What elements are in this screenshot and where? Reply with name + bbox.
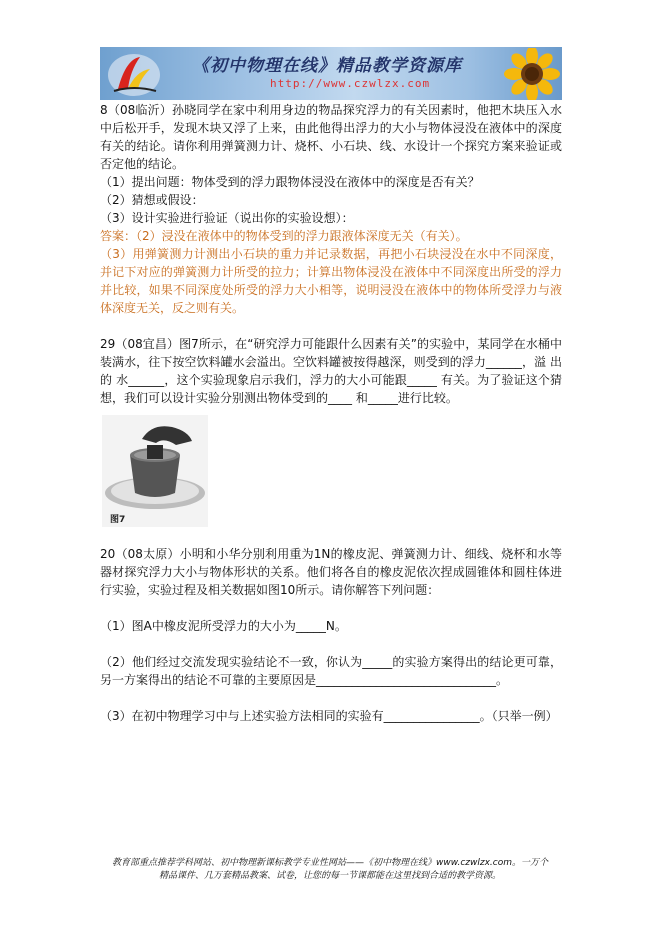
- q29-text: 29（08宜昌）图7所示，在“研究浮力可能跟什么因素有关”的实验中，某同学在水桶中装满水，往下按空饮料罐水会溢出。空饮料罐被按得越深，则受到的浮力______，溢 出 的 水______，这个实验现象启示我们，浮力的大小可能跟_____ 有关。为了验证这个猜想，我们可以设计实验分别测出物体受到的____ 和_____进行比较。: [100, 337, 562, 405]
- q20-question1: （1）图A中橡皮泥所受浮力的大小为_____N。: [100, 619, 347, 633]
- q8-step1: （1）提出问题：物体受到的浮力跟物体浸没在液体中的深度是否有关？: [100, 175, 480, 189]
- figure-7-photo: [102, 415, 208, 527]
- q8-step3: （3）设计实验进行验证（说出你的实验设想）：: [100, 211, 354, 225]
- q8-answer1: 答案：（2）浸没在液体中的物体受到的浮力跟液体深度无关（有关）。: [100, 229, 468, 243]
- q8-step2: （2）猜想或假设：: [100, 193, 204, 207]
- site-banner: [100, 47, 562, 100]
- page-footer: [90, 857, 570, 883]
- site-logo-icon: [104, 49, 164, 99]
- figure-7-label: 图7: [110, 515, 126, 525]
- q8-intro: 8（08临沂）孙晓同学在家中利用身边的物品探究浮力的有关因素时，他把木块压入水中后松开手，发现木块又浮了上来，由此他得出浮力的大小与物体浸没在液体中的深度有关的结论。请你利用弹簧测力计、烧杯、小石块、线、水设计一个探究方案来验证或否定他的结论。: [100, 103, 562, 171]
- footer-line1: 教育部重点推荐学科网站、初中物理新课标教学专业性网站——《初中物理在线》www.czwlzx.com。一万个: [111, 858, 549, 868]
- q8-answer2: （3）用弹簧测力计测出小石块的重力并记录数据，再把小石块浸没在水中不同深度，并记下对应的弹簧测力计所受的拉力；计算出物体浸没在液体中不同深度出所受的浮力并比较，如果不同深度处所受的浮力大小相等，说明浸没在液体中的物体所受浮力与液体深度无关，反之则有关。: [100, 247, 562, 315]
- sunflower-icon: [490, 48, 560, 100]
- banner-title: 《初中物理在线》精品教学资源库: [192, 56, 462, 76]
- q20-intro: 20（08太原）小明和小华分别利用重为1N的橡皮泥、弹簧测力计、细线、烧杯和水等器材探究浮力大小与物体形状的关系。他们将各自的橡皮泥依次捏成圆锥体和圆柱体进行实验，实验过程及相关数据如图10所示。请你解答下列问题：: [100, 547, 562, 597]
- footer-line2: 精品课件、几万套精品教案、试卷，让您的每一节课都能在这里找到合适的教学资源。: [158, 871, 501, 881]
- q20-question3: （3）在初中物理学习中与上述实验方法相同的实验有________________。（只举一例）: [100, 709, 558, 723]
- q20-question2: （2）他们经过交流发现实验结论不一致，你认为_____的实验方案得出的结论更可靠，另一方案得出的结论不可靠的主要原因是______________________________。: [100, 655, 562, 687]
- q20-section: [100, 545, 562, 725]
- document-body: [100, 101, 562, 407]
- banner-url[interactable]: http://www.czwlzx.com: [270, 77, 431, 90]
